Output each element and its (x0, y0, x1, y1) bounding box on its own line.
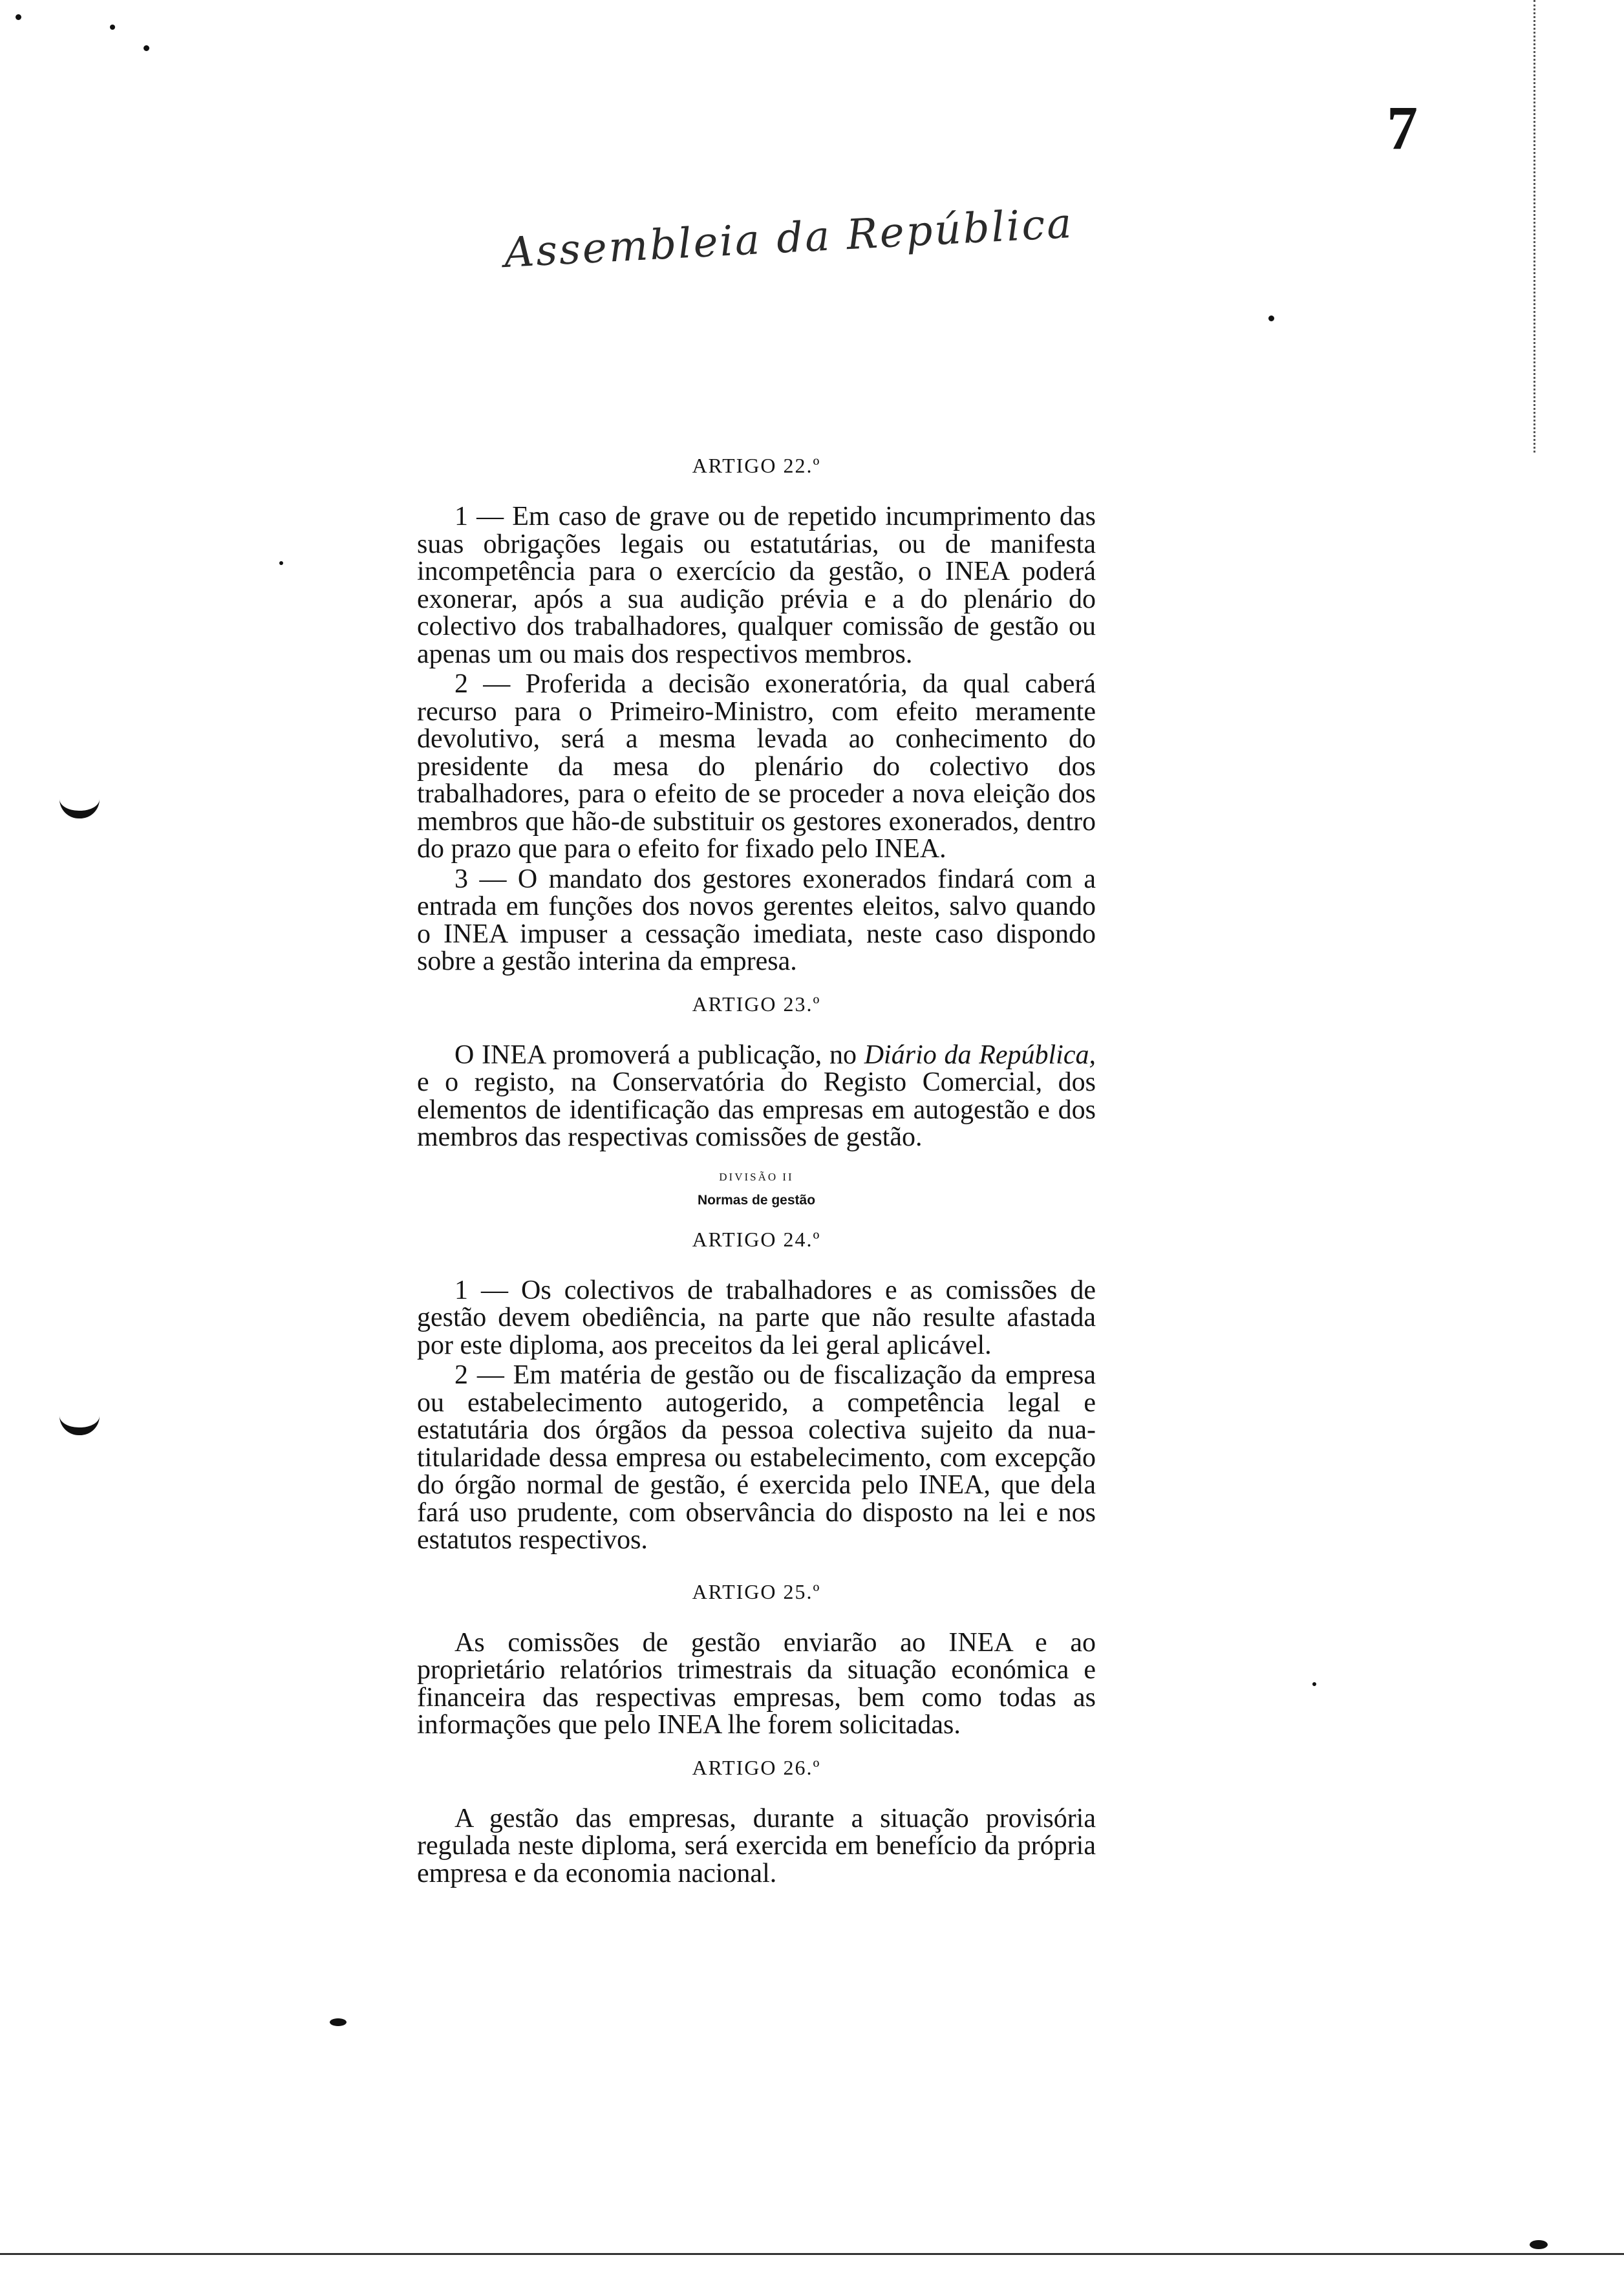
article-paragraph: 1 — Os colectivos de trabalhadores e as comissões de gestão devem obediência, na parte que não resulte afastada por este diploma, aos preceitos da lei geral aplicável. (417, 1275, 1096, 1360)
scan-speck (1312, 1682, 1316, 1686)
paragraph-text: O INEA promoverá a publicação, no (454, 1040, 864, 1070)
body-column (417, 453, 1096, 1887)
scan-edge-line (1533, 0, 1535, 453)
scan-speck (110, 25, 115, 30)
article-heading: ARTIGO 23.º (692, 992, 821, 1016)
article-heading: ARTIGO 22.º (692, 454, 821, 477)
article-paragraph: A gestão das empresas, durante a situação provisória regulada neste diploma, será exercida em benefício da própria empresa e da economia nacional. (417, 1803, 1096, 1888)
article-paragraph: 1 — Em caso de grave ou de repetido incumprimento das suas obrigações legais ou estatutárias, ou de manifesta incompetência para o exercício da gestão, o INEA poderá exonerar, após a sua audição prévia e a do plenário do colectivo dos trabalhadores, qualquer comissão de gestão ou apenas um ou mais dos respectivos membros. (417, 502, 1096, 669)
article-heading: ARTIGO 24.º (692, 1227, 821, 1251)
scan-speck (1530, 2240, 1548, 2249)
scan-speck (330, 2018, 347, 2026)
scan-smudge (59, 799, 100, 818)
article-heading: ARTIGO 26.º (692, 1755, 821, 1779)
article-paragraph: 3 — O mandato dos gestores exonerados findará com a entrada em funções dos novos gerentes eleitos, salvo quando o INEA impuser a cessação imediata, neste caso dispondo sobre a gestão interina da empresa. (417, 864, 1096, 976)
article-paragraph: As comissões de gestão enviarão ao INEA e ao proprietário relatórios trimestrais da situação económica e financeira das respectivas empresas, bem como todas as informações que pelo INEA lhe forem solicitadas. (417, 1627, 1096, 1740)
article-paragraph: 2 — Em matéria de gestão ou de fiscalização da empresa ou estabelecimento autogerido, a competência legal e estatutária dos órgãos da pessoa colectiva sujeito da nua-titularidade dessa empresa ou estabelecimento, com excepção do órgão normal de gestão, é exercida pelo INEA, que dela fará uso prudente, com observância do disposto na lei e nos estatutos respectivos. (417, 1360, 1096, 1555)
division-label: DIVISÃO II (719, 1170, 794, 1183)
article-25 (417, 1579, 1096, 1739)
article-22 (417, 453, 1096, 976)
article-24 (417, 1226, 1096, 1554)
scan-speck (1268, 315, 1274, 321)
article-paragraph (417, 1042, 1096, 1151)
scan-smudge (59, 1416, 100, 1435)
article-23 (417, 991, 1096, 1151)
division-title: Normas de gestão (697, 1192, 816, 1208)
publication-title: Diário da República, (864, 1040, 1096, 1070)
scan-speck (16, 14, 21, 20)
scan-footer-line (0, 2253, 1624, 2255)
scan-speck (279, 561, 283, 565)
scan-speck (144, 45, 149, 51)
article-heading: ARTIGO 25.º (692, 1579, 821, 1603)
paragraph-text: e o registo, na Conservatória do Registo Comercial, dos elementos de identificação das empresas em autogestão e dos membros das respectivas comissões de gestão. (417, 1067, 1096, 1152)
article-paragraph: 2 — Proferida a decisão exoneratória, da qual caberá recurso para o Primeiro-Ministro, com efeito meramente devolutivo, será a mesma levada ao conhecimento do presidente da mesa do plenário do colectivo dos trabalhadores, para o efeito de se proceder a nova eleição dos membros que hão-de substituir os gestores exonerados, dentro do prazo que para o efeito for fixado pelo INEA. (417, 669, 1096, 864)
page-number: 7 (1387, 93, 1418, 162)
article-26 (417, 1755, 1096, 1888)
handwritten-header: Assembleia da República (503, 199, 1075, 277)
